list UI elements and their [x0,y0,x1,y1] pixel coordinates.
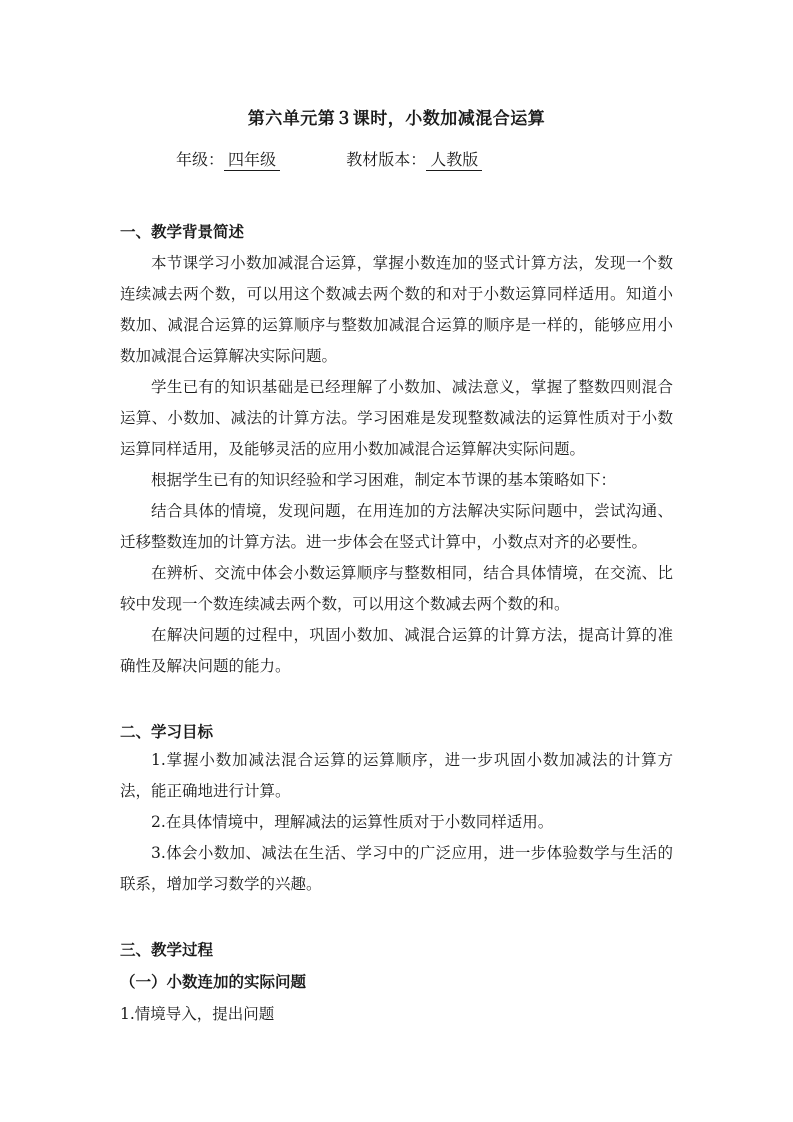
background-paragraph-3: 根据学生已有的知识经验和学习困难，制定本节课的基本策略如下： [151,471,617,489]
page-title: 第六单元第３课时，小数加减混合运算 [247,109,546,129]
background-paragraph-5: 在辨析、交流中体会小数运算顺序与整数相同，结合具体情境，在交流、比较中发现一个数连续减去两个数，可以用这个数减去两个数的和。 [120,564,673,613]
background-paragraph-1: 本节课学习小数加减混合运算，掌握小数连加的竖式计算方法，发现一个数连续减去两个数，可以用这个数减去两个数的和对于小数运算同样适用。知道小数加、减混合运算的运算顺序与整数加减混合运算的顺序是一样的，能够应用小数加减混合运算解决实际问题。 [120,254,673,365]
document-meta [176,147,482,171]
background-paragraph-2: 学生已有的知识基础是已经理解了小数加、减法意义，掌握了整数四则混合运算、小数加、减法的计算方法。学习困难是发现整数减法的运算性质对于小数运算同样适用，及能够灵活的应用小数加减混合运算解决实际问题。 [120,378,673,458]
background-paragraph-4: 结合具体的情境，发现问题，在用连加的方法解决实际问题中，尝试沟通、迁移整数连加的计算方法。进一步体会在竖式计算中，小数点对齐的必要性。 [120,502,673,551]
edition-value: 人教版 [426,151,482,171]
section-heading-background: 一、教学背景简述 [120,222,245,241]
process-item-1: 1.情境导入，提出问题 [120,1005,275,1023]
section-heading-process: 三、教学过程 [120,940,214,959]
edition-label: 教材版本： [346,150,427,169]
goal-item-2: 2.在具体情境中，理解减法的运算性质对于小数同样适用。 [151,813,554,831]
grade-label: 年级： [176,150,225,169]
section-heading-goals: 二、学习目标 [120,722,214,741]
process-subheading-1: （一）小数连加的实际问题 [120,972,307,991]
goal-item-1: 1.掌握小数加减法混合运算的运算顺序，进一步巩固小数加减法的计算方法，能正确地进行计算。 [120,751,673,800]
grade-value: 四年级 [224,151,280,171]
background-paragraph-6: 在解决问题的过程中，巩固小数加、减混合运算的计算方法，提高计算的准确性及解决问题的能力。 [120,626,673,675]
goal-item-3: 3.体会小数加、减法在生活、学习中的广泛应用，进一步体验数学与生活的联系，增加学习数学的兴趣。 [120,844,673,893]
